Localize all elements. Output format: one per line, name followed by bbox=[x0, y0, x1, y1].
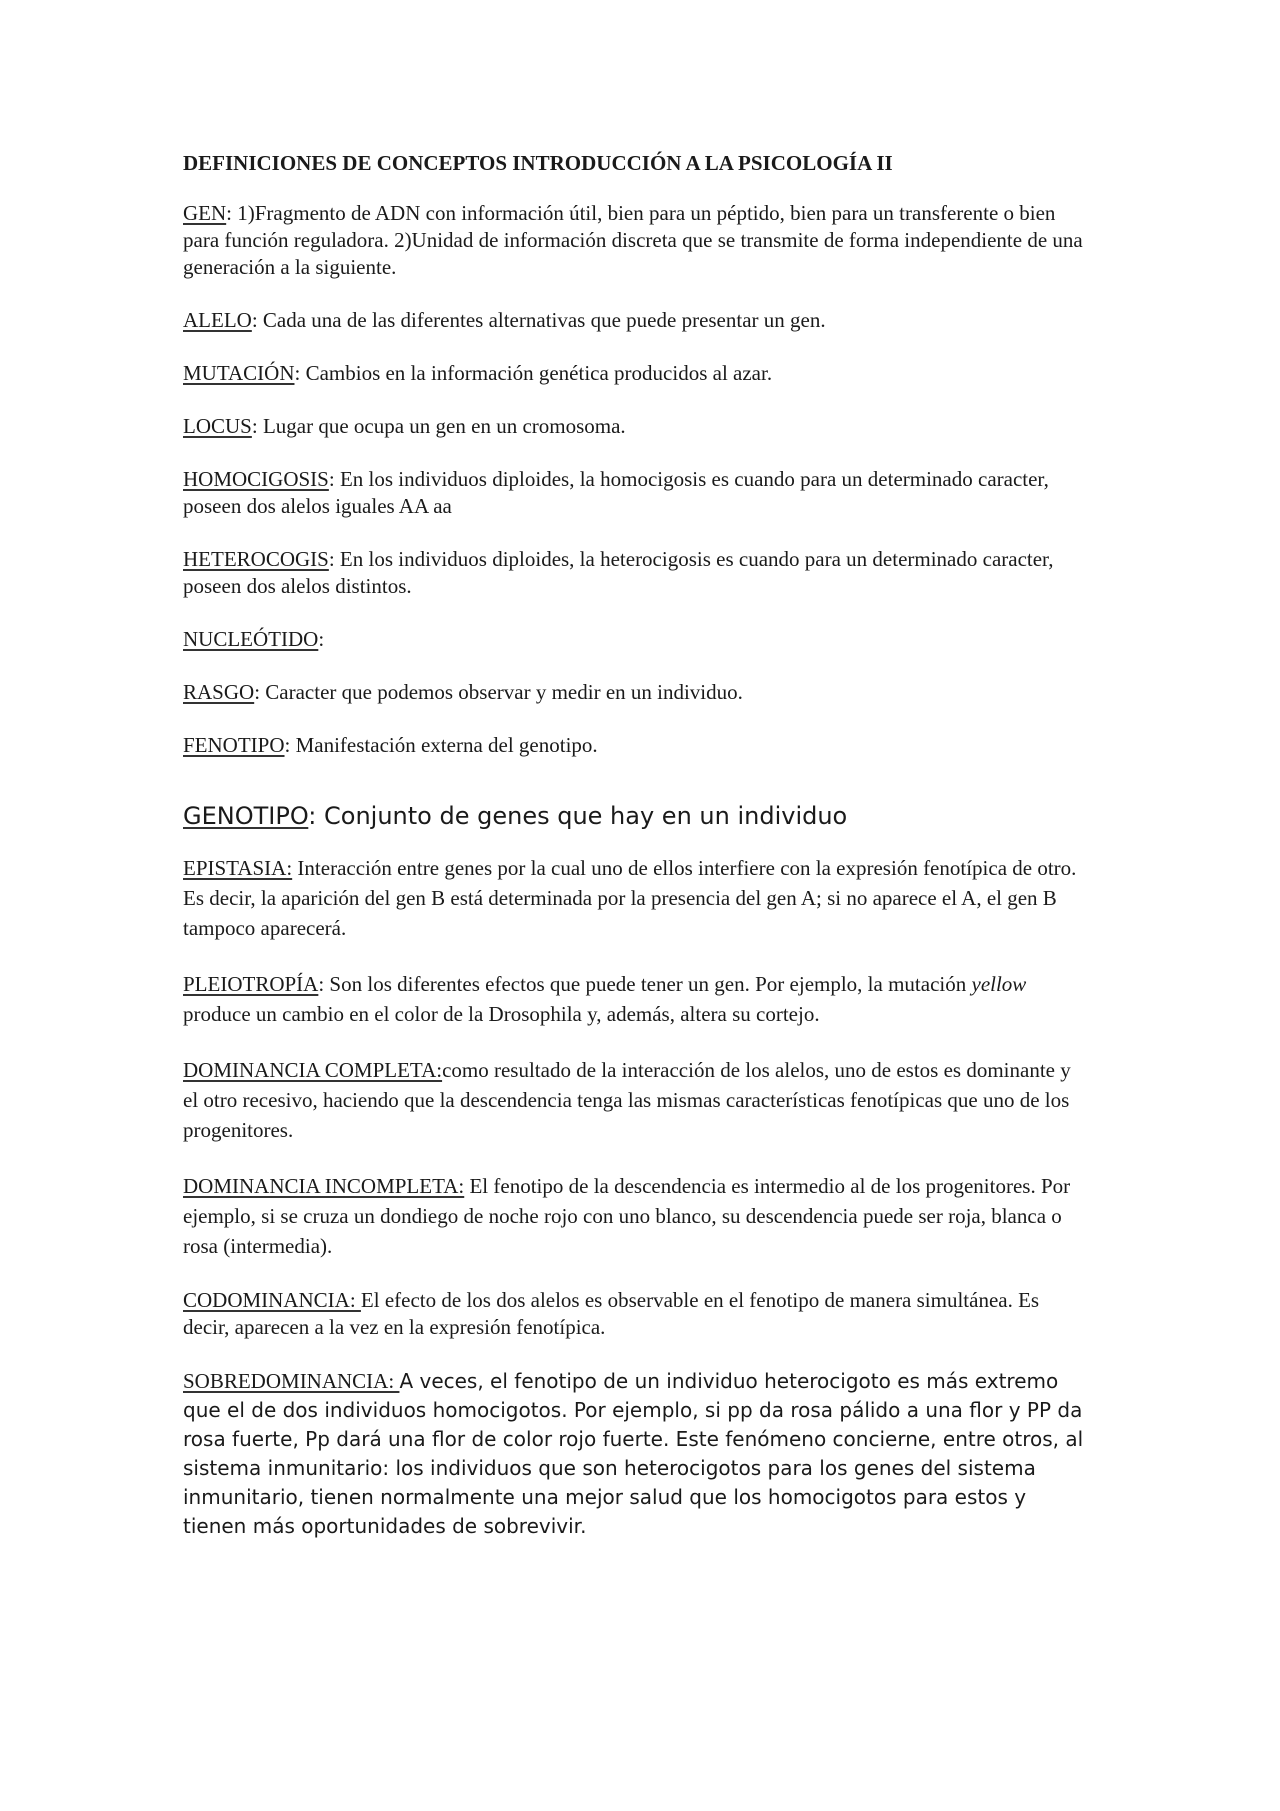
entry-fenotipo bbox=[183, 732, 1088, 759]
entry-codominancia bbox=[183, 1287, 1088, 1341]
definition-fenotipo: : Manifestación externa del genotipo. bbox=[284, 733, 598, 757]
term-locus: LOCUS bbox=[183, 414, 252, 438]
definition-codominancia: El efecto de los dos alelos es observable en el fenotipo de manera simultánea. Es decir, aparecen a la vez en la expresión fenotípica. bbox=[183, 1288, 1040, 1339]
document-title: DEFINICIONES DE CONCEPTOS INTRODUCCIÓN A LA PSICOLOGÍA II bbox=[183, 151, 893, 175]
entry-alelo bbox=[183, 307, 1088, 334]
entry-locus bbox=[183, 413, 1088, 440]
definition-pleiotropia-before: : Son los diferentes efectos que puede tener un gen. Por ejemplo, la mutación bbox=[318, 972, 972, 996]
term-pleiotropia: PLEIOTROPÍA bbox=[183, 972, 319, 996]
term-sobredominancia: SOBREDOMINANCIA: bbox=[183, 1369, 400, 1393]
entry-dominancia-completa bbox=[183, 1055, 1088, 1145]
term-rasgo: RASGO bbox=[183, 680, 255, 704]
definition-heterocogis: : En los individuos diploides, la heterocigosis es cuando para un determinado caracter, poseen dos alelos distintos. bbox=[183, 547, 1054, 598]
term-homocigosis: HOMOCIGOSIS bbox=[183, 467, 329, 491]
entry-mutacion bbox=[183, 360, 1088, 387]
term-epistasia: EPISTASIA: bbox=[183, 856, 293, 880]
definition-gen: : 1)Fragmento de ADN con información útil, bien para un péptido, bien para un transferente o bien para función reguladora. 2)Unidad de información discreta que se transmite de forma independiente de una generación a la siguiente. bbox=[183, 201, 1083, 279]
entry-dominancia-incompleta bbox=[183, 1171, 1088, 1261]
definition-nucleotido: : bbox=[318, 627, 325, 651]
definition-dominancia-completa: como resultado de la interacción de los alelos, uno de estos es dominante y el otro recesivo, haciendo que la descendencia tenga las mismas características fenotípicas que uno de los progenitores. bbox=[183, 1058, 1071, 1142]
entry-heterocogis bbox=[183, 546, 1088, 600]
term-genotipo: GENOTIPO bbox=[183, 802, 309, 830]
definition-epistasia: Interacción entre genes por la cual uno de ellos interfiere con la expresión fenotípica de otro. Es decir, la aparición del gen B está determinada por la presencia del gen A; si no aparece el A, el gen B tampoco aparecerá. bbox=[183, 856, 1077, 940]
definition-sobredominancia: A veces, el fenotipo de un individuo heterocigoto es más extremo que el de dos individuos homocigotos. Por ejemplo, si pp da rosa pálido a una flor y PP da rosa fuerte, Pp dará una flor de color rojo fuerte. Este fenómeno concierne, entre otros, al sistema inmunitario: los individuos que son heterocigotos para los genes del sistema inmunitario, tienen normalmente una mejor salud que los homocigotos para estos y tienen más oportunidades de sobrevivir. bbox=[183, 1369, 1084, 1538]
definition-rasgo: : Caracter que podemos observar y medir en un individuo. bbox=[254, 680, 743, 704]
entry-pleiotropia bbox=[183, 969, 1088, 1029]
term-gen: GEN bbox=[183, 201, 227, 225]
definition-alelo: : Cada una de las diferentes alternativas que puede presentar un gen. bbox=[251, 308, 826, 332]
definition-pleiotropia-italic: yellow bbox=[971, 972, 1027, 996]
entry-homocigosis bbox=[183, 466, 1088, 520]
entry-nucleotido bbox=[183, 626, 1088, 653]
definition-pleiotropia-after: produce un cambio en el color de la Drosophila y, además, altera su cortejo. bbox=[183, 1002, 820, 1026]
term-nucleotido: NUCLEÓTIDO bbox=[183, 627, 319, 651]
term-dominancia-completa: DOMINANCIA COMPLETA: bbox=[183, 1058, 443, 1082]
entry-gen bbox=[183, 200, 1088, 281]
entry-rasgo bbox=[183, 679, 1088, 706]
document-page bbox=[183, 150, 1088, 1567]
definition-dominancia-incompleta: El fenotipo de la descendencia es intermedio al de los progenitores. Por ejemplo, si se cruza un dondiego de noche rojo con uno blanco, su descendencia puede ser roja, blanca o rosa (intermedia). bbox=[183, 1174, 1071, 1258]
term-fenotipo: FENOTIPO bbox=[183, 733, 285, 757]
entry-sobredominancia bbox=[183, 1367, 1088, 1541]
term-codominancia: CODOMINANCIA: bbox=[183, 1288, 361, 1312]
definition-locus: : Lugar que ocupa un gen en un cromosoma. bbox=[251, 414, 626, 438]
definition-mutacion: : Cambios en la información genética producidos al azar. bbox=[294, 361, 773, 385]
entry-epistasia bbox=[183, 853, 1088, 943]
entry-genotipo bbox=[183, 801, 1088, 831]
term-dominancia-incompleta: DOMINANCIA INCOMPLETA: bbox=[183, 1174, 465, 1198]
term-mutacion: MUTACIÓN bbox=[183, 361, 295, 385]
definition-homocigosis: : En los individuos diploides, la homocigosis es cuando para un determinado caracter, poseen dos alelos iguales AA aa bbox=[183, 467, 1049, 518]
term-heterocogis: HETEROCOGIS bbox=[183, 547, 329, 571]
definition-genotipo: : Conjunto de genes que hay en un individuo bbox=[308, 802, 848, 830]
term-alelo: ALELO bbox=[183, 308, 252, 332]
